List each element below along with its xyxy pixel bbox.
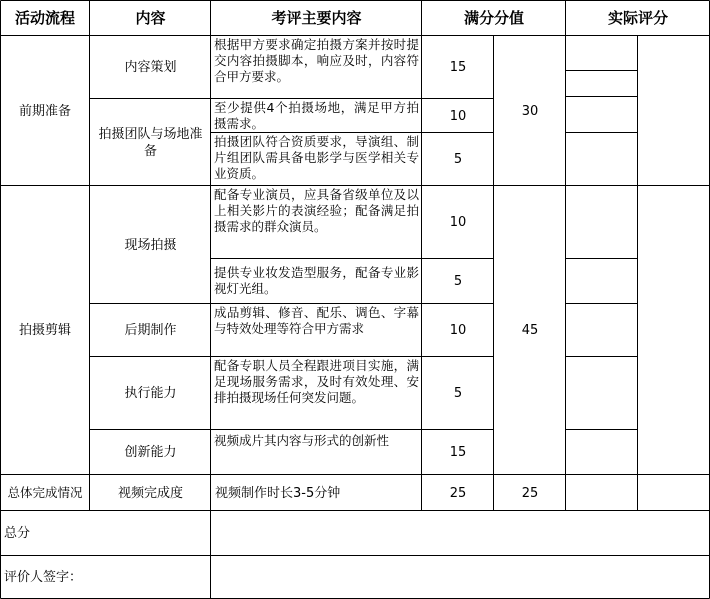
content-on-site: 现场拍摄 — [124, 237, 177, 253]
criteria-innovation: 视频成片其内容与形式的创新性 — [214, 433, 390, 448]
score-actors: 10 — [449, 215, 467, 230]
score-post: 10 — [449, 323, 467, 338]
criteria-actors: 配备专业演员，应具备省级单位及以上相关影片的表演经验；配备满足拍摄需求的群众演员。 — [214, 187, 419, 234]
score-team: 5 — [453, 152, 463, 167]
content-planning: 内容策划 — [124, 60, 177, 75]
header-full-score: 满分分值 — [463, 8, 524, 27]
content-innovation: 创新能力 — [124, 445, 177, 460]
actual-score-cell[interactable] — [566, 71, 638, 97]
header-actual-score: 实际评分 — [607, 8, 668, 27]
total-label: 总分 — [4, 526, 31, 541]
activity-overall: 总体完成情况 — [7, 485, 83, 500]
actual-score-cell[interactable] — [566, 133, 638, 186]
score-execution: 5 — [453, 386, 463, 401]
subtotal-shoot: 45 — [521, 323, 539, 338]
criteria-team: 拍摄团队符合资质要求，导演组、制片组团队需具备电影学与医学相关专业资质。 — [214, 134, 419, 181]
actual-score-cell[interactable] — [566, 97, 638, 133]
criteria-execution: 配备专职人员全程跟进项目实施，满足现场服务需求，及时有效处理、安排拍摄现场任何突发问题。 — [214, 358, 419, 405]
actual-subtotal-cell[interactable] — [638, 36, 710, 186]
actual-score-cell[interactable] — [566, 36, 638, 71]
criteria-venue: 至少提供4个拍摄场地，满足甲方拍摄需求。 — [214, 100, 419, 131]
content-execution: 执行能力 — [124, 386, 177, 401]
header-criteria: 考评主要内容 — [271, 8, 362, 27]
header-content: 内容 — [135, 8, 166, 27]
actual-subtotal-cell[interactable] — [638, 475, 710, 511]
activity-shoot: 拍摄剪辑 — [18, 323, 71, 338]
criteria-duration: 视频制作时长3-5分钟 — [215, 485, 341, 501]
signature-label: 评价人签字： — [4, 570, 83, 585]
score-completion: 25 — [449, 485, 467, 501]
activity-pre: 前期准备 — [18, 103, 71, 119]
score-styling: 5 — [453, 274, 463, 289]
subtotal-pre: 30 — [521, 103, 539, 119]
content-post: 后期制作 — [124, 323, 177, 338]
criteria-styling: 提供专业妆发造型服务，配备专业影视灯光组。 — [214, 265, 419, 296]
actual-score-cell[interactable] — [566, 475, 638, 511]
criteria-planning: 根据甲方要求确定拍摄方案并按时提交内容拍摄脚本，响应及时，内容符合甲方要求。 — [214, 37, 419, 84]
actual-score-cell[interactable] — [566, 259, 638, 304]
actual-score-cell[interactable] — [566, 304, 638, 357]
actual-score-cell[interactable] — [566, 430, 638, 475]
score-venue: 10 — [449, 108, 467, 124]
header-activity: 活动流程 — [14, 8, 75, 27]
signature-field[interactable] — [211, 556, 710, 599]
score-planning: 15 — [449, 60, 467, 75]
content-completion: 视频完成度 — [117, 485, 183, 501]
subtotal-overall: 25 — [521, 485, 539, 501]
actual-subtotal-cell[interactable] — [638, 186, 710, 475]
actual-score-cell[interactable] — [566, 357, 638, 430]
score-innovation: 15 — [449, 445, 467, 460]
total-value-field[interactable] — [211, 511, 710, 556]
criteria-post: 成品剪辑、修音、配乐、调色、字幕与特效处理等符合甲方需求 — [214, 305, 419, 336]
content-team-venue: 拍摄团队与场地准备 — [98, 126, 203, 159]
actual-score-cell[interactable] — [566, 186, 638, 259]
